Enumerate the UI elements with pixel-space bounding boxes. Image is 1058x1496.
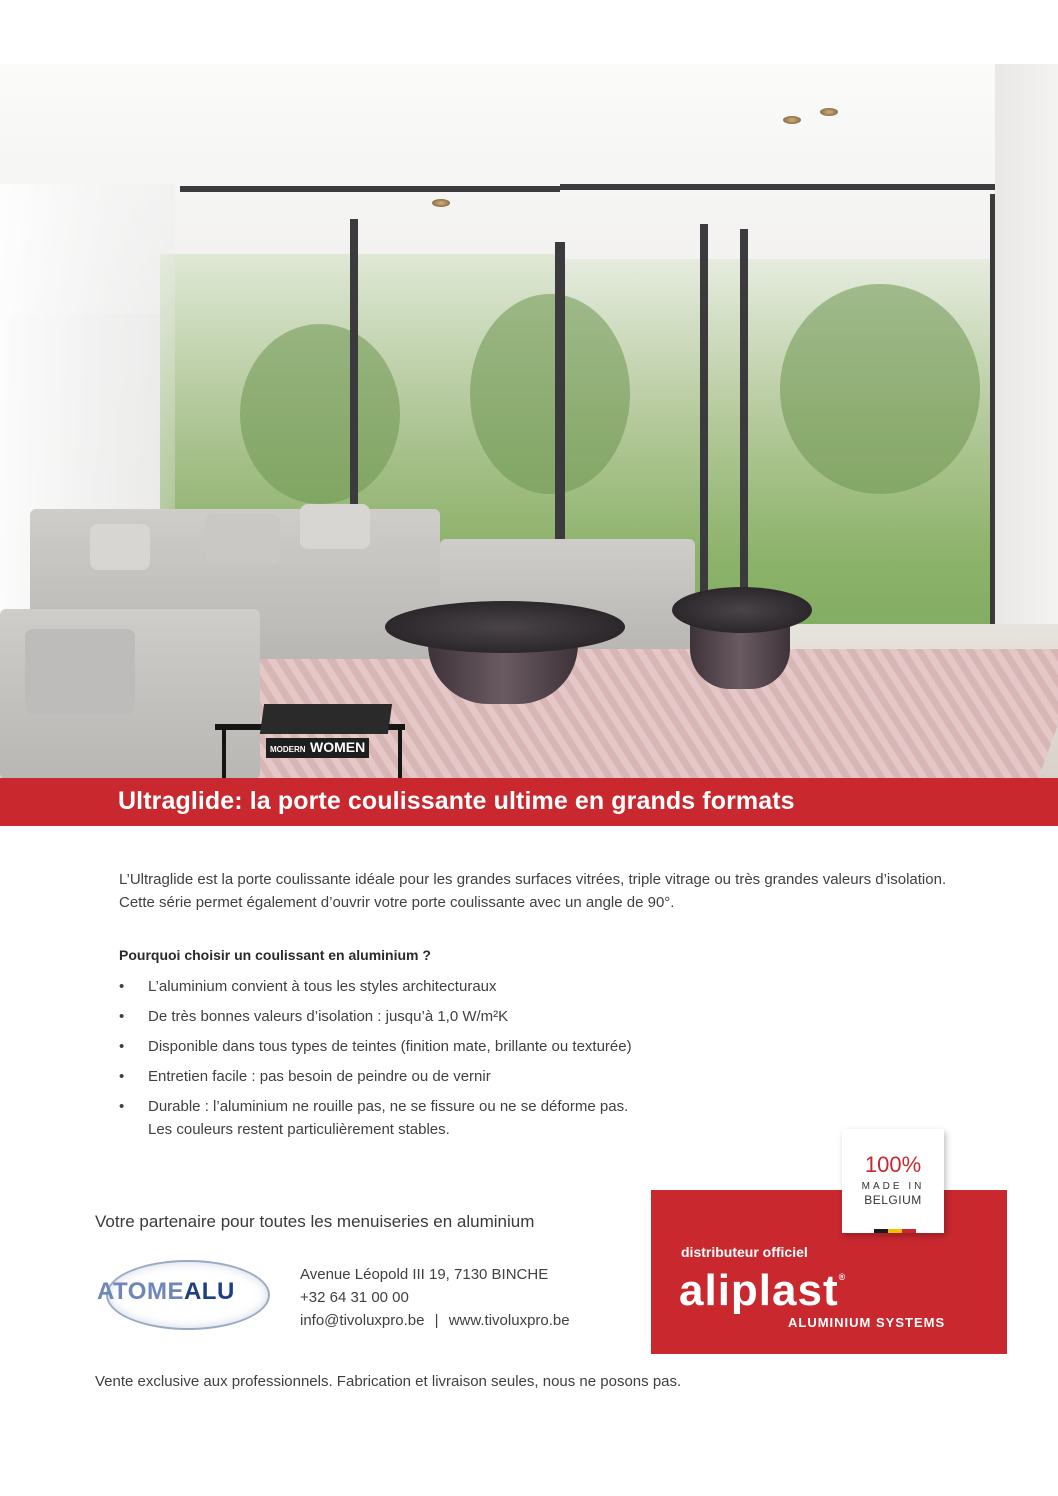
tree bbox=[240, 324, 400, 504]
list-item-text: De très bonnes valeurs d’isolation : jusqu’à 1,0 W/m²K bbox=[148, 1008, 509, 1025]
window-frame bbox=[740, 229, 748, 629]
why-heading: Pourquoi choisir un coulissant en aluminium ? bbox=[119, 947, 431, 963]
registered-mark: ® bbox=[838, 1272, 847, 1282]
partner-address: Avenue Léopold III 19, 7130 BINCHE bbox=[300, 1266, 549, 1283]
magazine-label bbox=[266, 738, 369, 758]
list-item bbox=[119, 1065, 819, 1088]
ceiling-spot-light bbox=[820, 108, 838, 116]
intro-paragraph: L’Ultraglide est la porte coulissante idéale pour les grandes surfaces vitrées, triple vitrage ou très grandes valeurs d’isolation. Cette série permet également d’ouvrir votre porte coulissante avec un angle de 90°. bbox=[119, 871, 947, 911]
window-frame-top bbox=[180, 186, 560, 192]
list-item-text: Disponible dans tous types de teintes (finition mate, brillante ou texturée) bbox=[148, 1038, 632, 1055]
aliplast-brand: aliplast bbox=[679, 1266, 839, 1315]
ceiling-spot-light bbox=[783, 116, 801, 124]
title-band bbox=[0, 778, 1058, 826]
cushion bbox=[25, 629, 135, 714]
page-title: Ultraglide: la porte coulissante ultime en grands formats bbox=[118, 787, 795, 815]
list-item bbox=[119, 975, 819, 998]
ceiling-spot-light bbox=[432, 199, 450, 207]
cushion bbox=[205, 514, 280, 564]
magazine-label-small: MODERN bbox=[270, 745, 306, 754]
low-table-leg bbox=[222, 724, 226, 778]
magazine bbox=[260, 704, 392, 734]
atomealu-logo-part1: ATOME bbox=[97, 1278, 184, 1305]
footer-note: Vente exclusive aux professionnels. Fabrication et livraison seules, nous ne posons pas. bbox=[95, 1373, 682, 1390]
cushion bbox=[300, 504, 370, 549]
partner-contact bbox=[300, 1263, 570, 1332]
list-item bbox=[119, 1035, 819, 1058]
window-frame bbox=[700, 224, 708, 644]
list-item-text: Durable : l’aluminium ne rouille pas, ne se fissure ou ne se déforme pas. bbox=[148, 1098, 629, 1115]
list-item bbox=[119, 1095, 819, 1141]
flag-stripe bbox=[888, 1229, 902, 1233]
window-frame-top bbox=[560, 184, 1000, 190]
bullet: • bbox=[119, 1008, 125, 1025]
magazine-label-title: WOMEN bbox=[310, 739, 366, 755]
atomealu-logo-text bbox=[97, 1278, 235, 1306]
atomealu-logo bbox=[94, 1252, 280, 1332]
bullet: • bbox=[119, 1098, 125, 1115]
made-in-belgium-badge bbox=[842, 1129, 944, 1233]
list-item-text: L’aluminium convient à tous les styles architecturaux bbox=[148, 978, 497, 995]
advantages-list bbox=[119, 975, 819, 1148]
belgian-flag-icon bbox=[874, 1229, 916, 1233]
distributor-label: distributeur officiel bbox=[681, 1244, 808, 1260]
list-item-text-continued: Les couleurs restent particulièrement stables. bbox=[148, 1121, 450, 1138]
badge-percent: 100% bbox=[864, 1152, 922, 1177]
aliplast-logo bbox=[679, 1266, 846, 1316]
bullet: • bbox=[119, 978, 125, 995]
partner-heading: Votre partenaire pour toutes les menuiseries en aluminium bbox=[95, 1212, 535, 1231]
partner-web-line bbox=[300, 1309, 570, 1332]
badge-made-in: MADE IN bbox=[861, 1181, 925, 1192]
list-item bbox=[119, 1005, 819, 1028]
side-table-top bbox=[672, 587, 812, 633]
coffee-table-top bbox=[385, 601, 625, 653]
bullet: • bbox=[119, 1068, 125, 1085]
atomealu-logo-part2: ALU bbox=[183, 1278, 235, 1305]
flag-stripe bbox=[874, 1229, 888, 1233]
tree bbox=[470, 294, 630, 494]
partner-website[interactable]: www.tivoluxpro.be bbox=[448, 1312, 570, 1329]
flag-stripe bbox=[902, 1229, 916, 1233]
hero-photo bbox=[0, 64, 1058, 778]
cushion bbox=[90, 524, 150, 570]
separator: | bbox=[434, 1312, 439, 1329]
aliplast-tagline: ALUMINIUM SYSTEMS bbox=[788, 1315, 946, 1330]
badge-country: BELGIUM bbox=[864, 1193, 922, 1207]
tree bbox=[780, 284, 980, 494]
aliplast-box bbox=[651, 1190, 1007, 1354]
partner-phone[interactable]: +32 64 31 00 00 bbox=[300, 1289, 409, 1306]
list-item-text: Entretien facile : pas besoin de peindre ou de vernir bbox=[148, 1068, 491, 1085]
partner-email[interactable]: info@tivoluxpro.be bbox=[300, 1312, 425, 1329]
low-table-leg bbox=[398, 724, 402, 778]
bullet: • bbox=[119, 1038, 125, 1055]
